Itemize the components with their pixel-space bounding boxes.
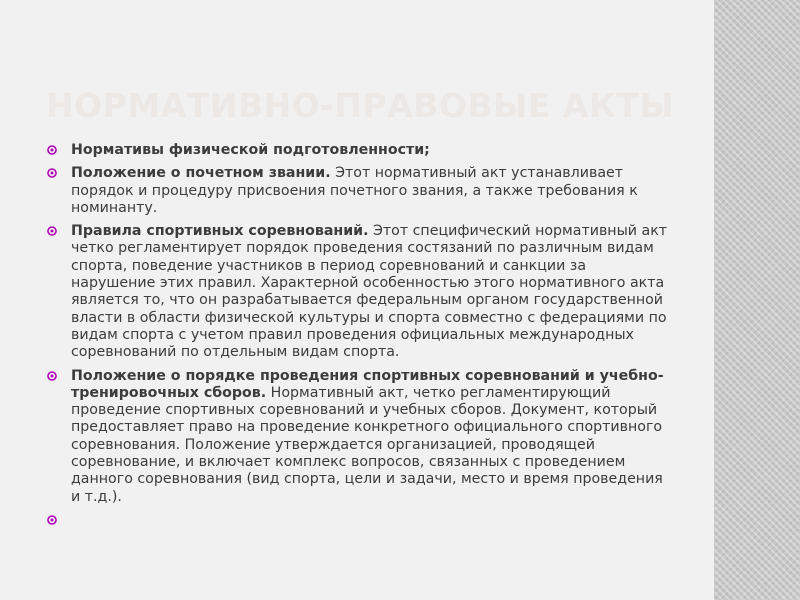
bullet-text: Этот нормативный акт устанавливает порядок и процедуру присвоения почетного звания, а также требования к номинанту.	[71, 165, 638, 216]
bullet-lead: Положение о почетном звании.	[71, 165, 331, 182]
list-item	[46, 512, 672, 529]
bullet-text: Этот специфический нормативный акт четко регламентирует порядок проведения состязаний по различным видам спорта, поведение участников в период соревнований и санкции за нарушение этих правил. Характерной особенностью этого нормативного акта является то, что он разрабатывается федеральным органом государственной власти в области физической культуры и спорта совместно с федерациями по видам спорта с учетом правил проведения официальных международных соревнований по отдельным видам спорта.	[71, 223, 668, 361]
list-item	[46, 165, 672, 217]
bullet-lead: Нормативы физической подготовленности;	[71, 142, 430, 158]
bullet-icon	[47, 515, 57, 525]
bullet-icon	[47, 226, 57, 236]
bullet-icon	[47, 371, 57, 381]
bullet-text: Нормативный акт, четко регламентирующий проведение спортивных соревнований и учебных сборов. Документ, который предоставляет право на проведение конкретного официального спортивного соревнования. Положение утверждается организацией, проводящей соревнование, и включает комплекс вопросов, связанных с проведением данного соревнования (вид спорта, цели и задачи, место и время проведения и т.д.).	[71, 384, 663, 505]
bullet-lead: Положение о порядке проведения спортивных соревнований и учебно-тренировочных сборов.	[71, 367, 664, 401]
bullet-icon	[47, 168, 57, 178]
bullet-list	[46, 142, 672, 535]
list-item	[46, 142, 672, 159]
list-item	[46, 223, 672, 361]
bullet-lead: Правила спортивных соревнований.	[71, 223, 369, 240]
slide-title: НОРМАТИВНО-ПРАВОВЫЕ АКТЫ	[46, 86, 675, 125]
bullet-icon	[47, 145, 57, 155]
list-item	[46, 368, 672, 506]
decorative-side-band	[714, 0, 800, 600]
